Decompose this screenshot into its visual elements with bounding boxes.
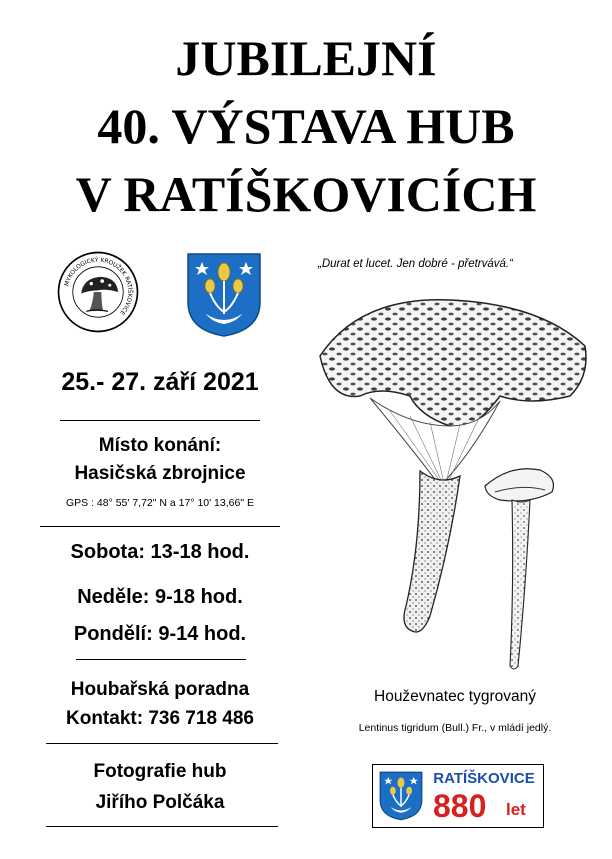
divider (46, 826, 278, 827)
mushroom-illustration (300, 286, 600, 686)
motto: „Durat et lucet. Jen dobré - přetrvává.“ (318, 258, 513, 270)
anniversary-crest (379, 770, 423, 822)
gps-coordinates: GPS : 48° 55' 7,72" N a 17° 10' 13,66" E (66, 497, 254, 509)
anniversary-number: 880 (433, 788, 487, 824)
contact-phone: Kontakt: 736 718 486 (66, 708, 254, 729)
anniversary-badge (372, 764, 544, 828)
hours-saturday: Sobota: 13-18 hod. (70, 541, 250, 563)
divider (76, 659, 246, 660)
mushroom-advice-label: Houbařská poradna (70, 679, 250, 700)
divider (60, 420, 260, 421)
mycological-club-logo (56, 250, 140, 334)
club-logo-text: MYKOLOGICKÝ KROUŽEK RATÍŠKOVICE (64, 257, 133, 316)
photos-credit-line-1: Fotografie hub (93, 761, 227, 782)
hours-monday: Pondělí: 9-14 hod. (73, 623, 247, 645)
venue-name: Hasičská zbrojnice (74, 463, 246, 484)
anniversary-town: RATÍŠKOVICE (433, 770, 535, 787)
title-line-3: V RATÍŠKOVICÍCH (75, 166, 537, 222)
title-line-2: 40. VÝSTAVA HUB (97, 98, 515, 154)
divider (40, 526, 280, 527)
anniversary-unit: let (506, 800, 526, 819)
exhibition-dates: 25.- 27. září 2021 (61, 368, 259, 396)
divider (46, 743, 278, 744)
title-line-1: JUBILEJNÍ (175, 30, 437, 86)
species-latin-name: Lentinus tigridum (Bull.) Fr., v mládí jedlý. (358, 722, 552, 734)
species-common-name: Houževnatec tygrovaný (374, 688, 536, 705)
municipal-crest (186, 252, 262, 338)
hours-sunday: Neděle: 9-18 hod. (77, 586, 243, 608)
photos-credit-line-2: Jiřího Polčáka (95, 792, 225, 813)
venue-label: Místo konání: (98, 435, 222, 456)
